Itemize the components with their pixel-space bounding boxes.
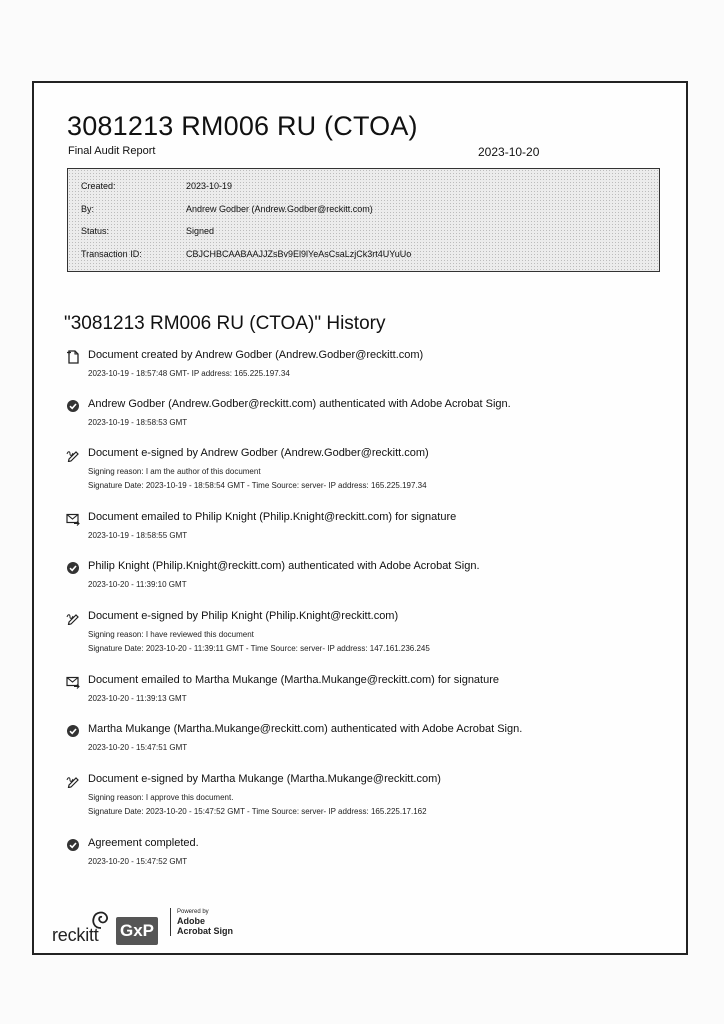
email-icon: [66, 512, 80, 526]
event-title: Philip Knight (Philip.Knight@reckitt.com) authenticated with Adobe Acrobat Sign.: [88, 560, 480, 572]
summary-value: CBJCHBCAABAAJJZsBv9El9lYeAsCsaLzjCk3rt4UYuUo: [186, 249, 412, 259]
history-title: "3081213 RM006 RU (CTOA)" History: [64, 313, 386, 334]
report-title: 3081213 RM006 RU (CTOA): [67, 111, 418, 141]
summary-label: Status:: [81, 226, 110, 236]
summary-label: By:: [81, 204, 95, 214]
authenticated-check-icon: [66, 724, 80, 738]
event-signing-reason: Signing reason: I have reviewed this document: [88, 630, 254, 639]
authenticated-check-icon: [66, 561, 80, 575]
event-detail: Signature Date: 2023-10-19 - 18:58:54 GMT - Time Source: server- IP address: 165.225.197.34: [88, 481, 427, 490]
authenticated-check-icon: [66, 399, 80, 413]
summary-label: Transaction ID:: [81, 249, 142, 259]
powered-by-adobe-acrobat-sign: [170, 908, 233, 936]
event-detail: 2023-10-20 - 15:47:51 GMT: [88, 743, 188, 752]
gxp-badge: GxP: [116, 917, 158, 945]
event-title: Agreement completed.: [88, 837, 199, 849]
e-sign-pen-icon: [66, 611, 80, 625]
report-subtitle: Final Audit Report: [68, 145, 156, 157]
event-detail: 2023-10-19 - 18:57:48 GMT- IP address: 165.225.197.34: [88, 369, 290, 378]
event-detail: 2023-10-20 - 11:39:13 GMT: [88, 694, 187, 703]
event-title: Document e-signed by Philip Knight (Philip.Knight@reckitt.com): [88, 610, 399, 622]
document-created-icon: [66, 350, 80, 364]
adobe-label: Adobe: [177, 916, 205, 926]
event-signing-reason: Signing reason: I approve this document.: [88, 793, 234, 802]
event-detail: Signature Date: 2023-10-20 - 15:47:52 GMT - Time Source: server- IP address: 165.225.17.162: [88, 807, 427, 816]
event-title: Document emailed to Philip Knight (Philip.Knight@reckitt.com) for signature: [88, 511, 457, 523]
event-detail: Signature Date: 2023-10-20 - 11:39:11 GMT - Time Source: server- IP address: 147.161.236.245: [88, 644, 430, 653]
event-title: Document created by Andrew Godber (Andrew.Godber@reckitt.com): [88, 349, 424, 361]
e-sign-pen-icon: [66, 448, 80, 462]
event-detail: 2023-10-20 - 15:47:52 GMT: [88, 857, 188, 866]
event-title: Document emailed to Martha Mukange (Martha.Mukange@reckitt.com) for signature: [88, 674, 500, 686]
summary-box: [67, 168, 660, 272]
email-icon: [66, 675, 80, 689]
agreement-completed-icon: [66, 838, 80, 852]
event-title: Andrew Godber (Andrew.Godber@reckitt.com) authenticated with Adobe Acrobat Sign.: [88, 398, 511, 410]
summary-label: Created:: [81, 181, 116, 191]
event-title: Document e-signed by Martha Mukange (Martha.Mukange@reckitt.com): [88, 773, 441, 785]
summary-value: Andrew Godber (Andrew.Godber@reckitt.com): [186, 204, 373, 214]
event-title: Document e-signed by Andrew Godber (Andrew.Godber@reckitt.com): [88, 447, 429, 459]
e-sign-pen-icon: [66, 774, 80, 788]
summary-value: 2023-10-19: [186, 181, 233, 191]
powered-by-label: Powered by: [177, 909, 209, 915]
event-detail: 2023-10-19 - 18:58:55 GMT: [88, 531, 188, 540]
reckitt-wordmark: reckitt: [52, 925, 99, 945]
acrobat-sign-label: Acrobat Sign: [177, 926, 234, 936]
event-detail: 2023-10-19 - 18:58:53 GMT: [88, 418, 188, 427]
event-title: Martha Mukange (Martha.Mukange@reckitt.com) authenticated with Adobe Acrobat Sign.: [88, 723, 523, 735]
summary-value: Signed: [186, 226, 215, 236]
report-date: 2023-10-20: [478, 145, 540, 159]
event-detail: 2023-10-20 - 11:39:10 GMT: [88, 580, 187, 589]
event-signing-reason: Signing reason: I am the author of this document: [88, 467, 261, 476]
